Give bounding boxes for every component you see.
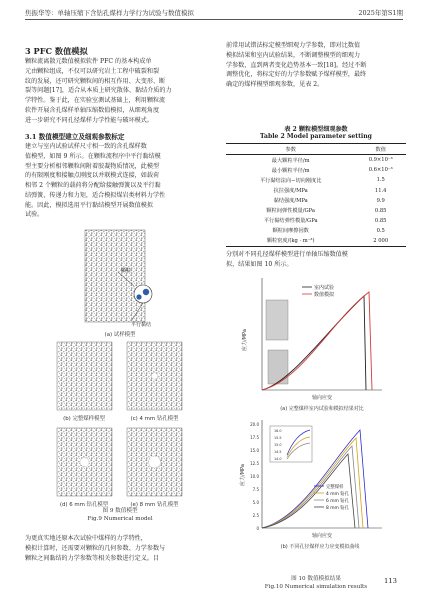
table-cell: 0.85 xyxy=(374,207,387,214)
fig10b-ytick: 0 xyxy=(256,526,259,531)
label-particle: 颗粒 xyxy=(121,268,132,274)
table-row xyxy=(226,236,406,247)
page-number: 113 xyxy=(384,577,397,585)
table-cell: 1.5 xyxy=(376,177,385,184)
table-cell: 黏结强度/MPa xyxy=(273,198,308,205)
inset-ytick: 14.5 xyxy=(274,450,282,454)
text-line: 颗粒之间黏结的力学参数等相关参数进行定义。目 xyxy=(25,554,160,562)
text-line: 模拟结果和室内试验结果，不断调整模型的细观力 xyxy=(226,51,361,59)
legend-num-label: 数值模拟 xyxy=(314,292,335,298)
table-row xyxy=(226,206,406,216)
text-line: 纹的发展，还可研究颗粒间的相互作用、大变形、断 xyxy=(25,77,166,85)
running-header-left: 焦振华等：单轴压缩下含钻孔煤样力学行为试验与数值模拟 xyxy=(25,9,194,17)
table-cell: 0.5 xyxy=(376,227,385,234)
text-line: 元由颗粒组成，不仅可以研究岩土工程中破裂和裂 xyxy=(25,67,160,75)
subsection-paragraph xyxy=(25,142,215,220)
borehole-8mm xyxy=(149,456,161,468)
inset-ytick: 15.5 xyxy=(274,436,282,440)
caption-d: (d) 6 mm 钻孔模型 xyxy=(59,502,109,508)
right-paragraph-2 xyxy=(226,250,406,270)
figure-9-title-en: Fig.9 Numerical model xyxy=(87,516,153,522)
fig10a-xlabel: 轴向应变 xyxy=(311,395,333,401)
text-line: 建立与室内试验试样尺寸相一致的含孔煤样数 xyxy=(25,143,147,150)
text-line: 学参数，直到两者变化趋势基本一致[18]。经过不断 xyxy=(226,61,367,69)
fig10b-ytick: 5.0 xyxy=(252,500,259,505)
text-line: 学特性。鉴于此，在实验室测试基础上，利用颗粒流 xyxy=(25,97,166,104)
text-line: 调整优化，将标定好的力学参数赋予煤样模型，最终 xyxy=(226,71,367,79)
table-cell: 0.6×10⁻³ xyxy=(368,167,393,174)
figure-10-graphic xyxy=(232,270,402,570)
fig10b-xlabel: 轴向应变 xyxy=(311,533,333,539)
table-cell: 颗粒间摩擦因数 xyxy=(272,228,309,235)
caption-e: (e) 8 mm 钻孔模型 xyxy=(130,502,179,508)
photo-inset-failed-sample xyxy=(266,300,288,340)
figure-10-title-en: Fig.10 Numerical simulation results xyxy=(264,584,368,590)
inset-ytick: 16.0 xyxy=(274,429,282,433)
inset-ytick: 15.0 xyxy=(274,443,282,447)
running-header-right: 2025年第S1期 xyxy=(358,9,403,17)
text-line: 进一步研究不同孔径煤样力学性能与破坏模式。 xyxy=(25,116,153,124)
table-cell: 平行黏结弹性模量/GPa xyxy=(263,218,318,225)
table-row xyxy=(226,155,406,166)
fig10a-caption: (a) 完整煤样室内试验和模拟结果对比 xyxy=(280,406,364,412)
figure-10 xyxy=(232,270,402,570)
text-line: 为更真实地还原本次试验中煤样的力学特性， xyxy=(25,535,147,542)
header-rule xyxy=(25,19,403,20)
legend-b-label: 4 mm 钻孔 xyxy=(326,492,349,497)
table-2 xyxy=(226,143,406,247)
table-cell: 0.9×10⁻³ xyxy=(368,157,393,164)
table-row xyxy=(226,216,406,226)
text-line: 模拟计算时，还需要对颗粒的几何参数、力学参数与 xyxy=(25,544,166,552)
table-2-title-cn: 表 2 颗粒模型细观参数 xyxy=(284,126,348,133)
table-header-cell: 参数 xyxy=(226,144,355,155)
intact-model xyxy=(57,342,112,410)
legend-b-label: 完整煤样 xyxy=(326,485,344,490)
text-line: 软件开展含孔煤样单轴压缩数值模拟，从细观角度 xyxy=(25,106,160,114)
fig10b-ytick: 17.5 xyxy=(250,435,259,440)
text-line: 裂等问题[17]，适合从本质上研究散体、黏结介质的力 xyxy=(25,87,172,95)
fig10a-ylabel: 应力/MPa xyxy=(242,329,248,351)
text-line: 相邻 2 个颗粒的载荷将分配给接触弹簧以及平行黏 xyxy=(25,182,161,189)
specimen-model xyxy=(85,230,145,322)
fig10b-ytick: 7.5 xyxy=(252,487,259,492)
table-cell: 最大颗粒半径/m xyxy=(271,157,310,164)
fig10b-caption: (b) 不同孔径煤样应力应变模拟曲线 xyxy=(280,544,360,550)
legend-b-label: 8 mm 钻孔 xyxy=(326,506,349,511)
caption-b: (b) 完整煤样模型 xyxy=(63,416,105,422)
subsection-title: 3.1 数值模型建立及细观参数标定 xyxy=(25,133,125,141)
text-line: 确定的煤样模型细观参数，见表 2。 xyxy=(226,81,324,88)
text-line: 值模型，如图 9 所示。在颗粒流程序中平行黏结模 xyxy=(25,152,161,160)
magnifier-circle xyxy=(134,285,152,303)
fig10b-ytick: 15.0 xyxy=(250,448,259,453)
fig10b-ytick: 2.5 xyxy=(252,513,259,518)
table-cell: 9.9 xyxy=(376,197,385,204)
legend-lab-label: 室内试验 xyxy=(314,285,335,291)
fig10b-ytick: 20.0 xyxy=(250,422,259,427)
table-cell: 抗拉强度/MPa xyxy=(273,188,308,195)
table-row xyxy=(226,175,406,185)
bottom-left-paragraph xyxy=(25,534,215,563)
text-line: 的有限刚度和接触点刚度以并联模式连接，如载荷 xyxy=(25,172,160,180)
table-cell: 颗粒密度/(kg · m⁻³) xyxy=(226,236,355,247)
text-line: 分别对不同孔径煤样模型进行单轴压缩数值模 xyxy=(226,251,348,258)
borehole-4mm xyxy=(151,373,157,379)
text-line: 试验。 xyxy=(25,211,44,219)
table-cell: 11.4 xyxy=(374,187,387,194)
curve-hole-8mm xyxy=(262,454,355,528)
table-row xyxy=(226,165,406,175)
particle-detail xyxy=(136,294,141,299)
right-intro-paragraph xyxy=(226,41,406,90)
parameter-table xyxy=(226,143,406,247)
table-header-cell: 数值 xyxy=(355,144,406,155)
table-cell: 平行黏结法向−切向刚度比 xyxy=(259,177,322,184)
figure-9-graphic xyxy=(25,224,215,524)
table-cell: 0.85 xyxy=(374,217,387,224)
inset-ytick: 14.0 xyxy=(274,457,282,461)
table-cell: 最小颗粒半径/m xyxy=(271,167,310,174)
section-intro-paragraph xyxy=(25,57,215,125)
text-line: 前常用试错法标定模型细观力学参数，即对比数值 xyxy=(226,42,361,49)
caption-a: (a) 试样模型 xyxy=(104,332,136,338)
particle-detail xyxy=(143,289,149,295)
text-line: 颗粒流离散元数值模拟软件 PFC 的基本构成单 xyxy=(25,58,152,65)
table-2-title-en: Table 2 Model parameter setting xyxy=(260,133,372,140)
fig10b-ytick: 10.0 xyxy=(250,474,259,479)
caption-c: (c) 4 mm 钻孔模型 xyxy=(130,416,179,422)
figure-9-title-cn: 图 9 数值模型 xyxy=(102,508,138,514)
table-cell: 颗粒间弹性模量/GPa xyxy=(266,208,315,215)
borehole-6mm xyxy=(80,457,89,466)
table-row xyxy=(226,196,406,206)
fig10b-ylabel: 应力/MPa xyxy=(240,464,246,486)
table-row xyxy=(226,185,406,195)
fig10b-ytick: 12.5 xyxy=(250,461,259,466)
figure-9 xyxy=(25,224,215,524)
table-cell: 2 000 xyxy=(355,236,406,247)
legend-b-label: 6 mm 钻孔 xyxy=(326,499,349,504)
table-row xyxy=(226,226,406,236)
text-line: 拟，结果如图 10 所示。 xyxy=(226,260,293,268)
text-line: 型主要分析相邻颗粒间附着胶凝物质情况，此模型 xyxy=(25,162,160,170)
section-title: 3 PFC 数值模拟 xyxy=(25,46,88,56)
text-line: 结弹簧，传递力和力矩，适合模拟煤岩类材料力学性 xyxy=(25,191,166,199)
figure-10-title-cn: 图 10 数值模拟结果 xyxy=(291,576,341,582)
table-header-row xyxy=(226,144,406,155)
text-line: 能。因此，模拟选用平行黏结模型开展数值模拟 xyxy=(25,201,153,209)
label-bond: 平行黏结 xyxy=(131,322,152,328)
